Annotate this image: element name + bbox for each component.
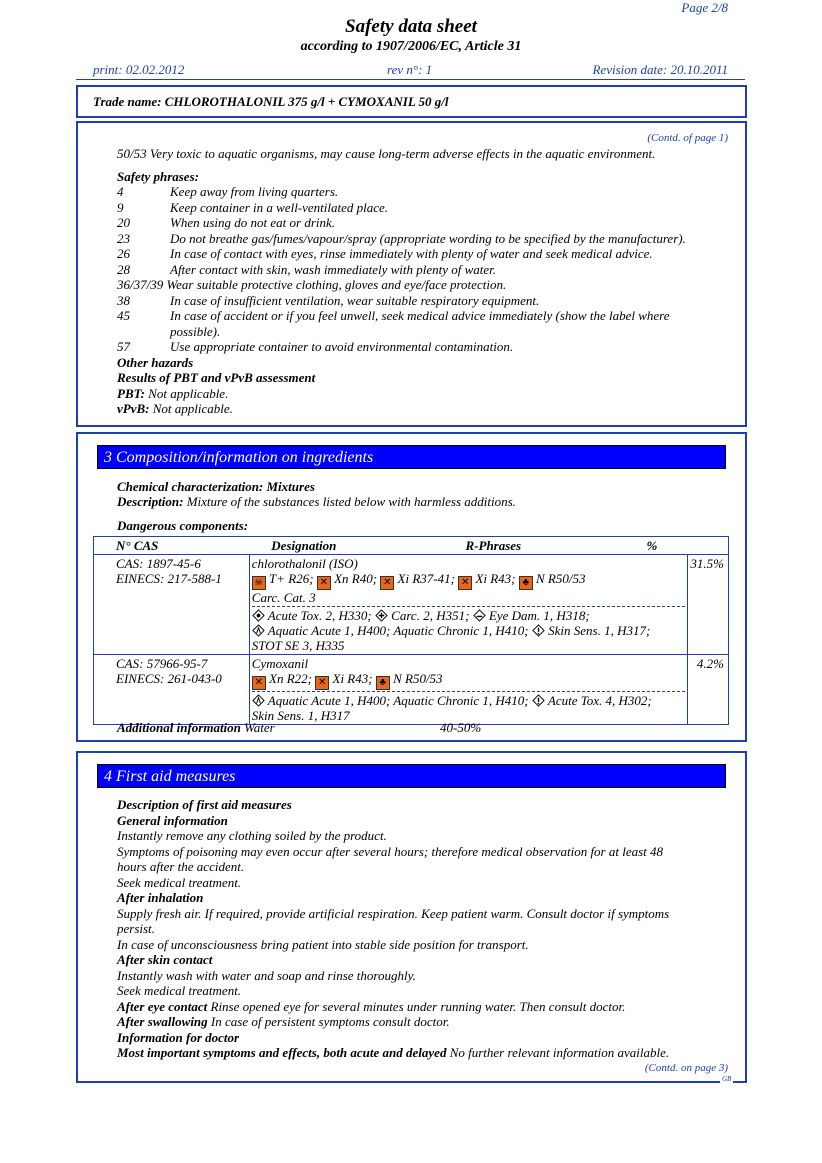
section4-header: 4 First aid measures [97, 764, 726, 788]
environment-tree-icon: ♣ [519, 576, 533, 590]
ghs-corrosion-icon [473, 609, 486, 622]
pct-cell: 4.2% [688, 655, 729, 725]
information-for-doctor-title: Information for doctor [117, 1029, 240, 1045]
contd-on: (Contd. on page 3) [644, 1062, 728, 1074]
harmful-cross-icon: ✕ [317, 576, 331, 590]
components-table [93, 536, 729, 725]
safety-phrase-38: 38 In case of insufficient ventilation, wear suitable respiratory equipment. [117, 292, 540, 308]
table-row [94, 655, 729, 725]
after-swallowing: After swallowing In case of persistent symptoms consult doctor. [117, 1014, 450, 1029]
other-hazards-title: Other hazards [117, 354, 194, 370]
col-cas: N° CAS [94, 537, 250, 555]
revision-date: Revision date: 20.10.2011 [592, 62, 728, 77]
symptoms-line: Most important symptoms and effects, both acute and delayed No further relevant information available. [117, 1045, 670, 1060]
irritant-cross-icon: ✕ [315, 676, 329, 690]
print-date: print: 02.02.2012 [93, 62, 185, 77]
col-rphrases: R-Phrases [465, 538, 522, 553]
ghs-exclamation-icon [532, 624, 545, 637]
general-information-title: General information [117, 812, 228, 828]
safety-phrase-list [117, 184, 686, 417]
irritant-cross-icon: ✕ [458, 576, 472, 590]
safety-phrase-45-cont: possible). [170, 323, 221, 339]
skin-line: Instantly wash with water and soap and rinse thoroughly. [117, 967, 416, 983]
safety-phrase: 9 Keep container in a well-ventilated place. [117, 199, 389, 215]
irritant-cross-icon: ✕ [380, 576, 394, 590]
inhalation-line: persist. [117, 921, 155, 936]
designation-cell: chlorothalonil (ISO) ☠ T+ R26; ✕ Xn R40; ✕ Xi R37-41; ✕ Xi R43; ♣ N R50/53 Carc. Cat. 3 Acute Tox. 2, H330; Carc. 2, H351; Eye Dam. 1, H318; Aquatic Acute 1, H400; Aquatic Chronic 1, H410; Skin Sens. 1, H317; STOT SE 3, H335 [249, 555, 688, 655]
section4-body [117, 797, 729, 1061]
pct-cell: 31.5% [688, 555, 729, 655]
col-designation-rphrases: Designation R-Phrases % [249, 537, 728, 555]
contd-from: (Contd. of page 1) [647, 132, 728, 144]
inhalation-line: Supply fresh air. If required, provide artificial respiration. Keep patient warm. Consult doctor if symptoms [117, 905, 670, 921]
table-header-row [94, 537, 729, 555]
ghs-skull-icon [252, 609, 265, 622]
col-pct: % [646, 538, 658, 553]
ghs-exclamation-icon [532, 694, 545, 707]
after-eye-contact: After eye contact Rinse opened eye for several minutes under running water. Then consult doctor. [117, 998, 626, 1014]
safety-phrases-title: Safety phrases: [117, 169, 199, 184]
toxic-skull-icon: ☠ [252, 576, 266, 590]
safety-phrase-45: 45 In case of accident or if you feel unwell, seek medical advice immediately (show the label where [117, 308, 670, 323]
after-skin-contact-title: After skin contact [117, 952, 213, 967]
cas-cell: CAS: 1897-45-6 EINECS: 217-588-1 [94, 555, 250, 655]
general-line: Symptoms of poisoning may even occur after several hours; therefore medical observation for at least 48 [117, 843, 664, 859]
ghs-environment-icon [252, 694, 265, 707]
pbt-line: PBT: Not applicable. [117, 385, 229, 401]
document-subtitle: according to 1907/2006/EC, Article 31 [300, 39, 522, 54]
environment-tree-icon: ♣ [376, 676, 390, 690]
additional-pct: 40-50% [440, 720, 482, 735]
harmful-cross-icon: ✕ [252, 676, 266, 690]
revision-number: rev n°: 1 [387, 62, 433, 77]
document-title: Safety data sheet [345, 16, 477, 37]
safety-phrase-36: 36/37/39 Wear suitable protective clothing, gloves and eye/face protection. [117, 277, 507, 292]
chemical-characterization: Chemical characterization: Mixtures [117, 479, 315, 494]
table-row [94, 555, 729, 655]
after-inhalation-title: After inhalation [117, 890, 204, 905]
vpvb-line: vPvB: Not applicable. [117, 401, 233, 416]
safety-phrase: 4 Keep away from living quarters. [117, 184, 339, 199]
safety-phrase: 20 When using do not eat or drink. [117, 215, 336, 230]
description-title: Description of first aid measures [117, 797, 292, 812]
skin-line: Seek medical treatment. [117, 983, 242, 998]
safety-phrase: 28 After contact with skin, wash immediately with plenty of water. [117, 261, 497, 277]
general-line: hours after the accident. [117, 859, 245, 874]
page-number: Page 2/8 [681, 0, 728, 15]
cas-cell: CAS: 57966-95-7 EINECS: 261-043-0 [94, 655, 250, 725]
inhalation-line: In case of unconsciousness bring patient into stable side position for transport. [117, 936, 529, 952]
description-line: Description: Mixture of the substances listed below with harmless additions. [117, 494, 516, 509]
safety-phrase-57: 57 Use appropriate container to avoid environmental contamination. [117, 339, 514, 354]
safety-phrase: 23 Do not breathe gas/fumes/vapour/spray (appropriate wording to be specified by the manufacturer). [117, 230, 686, 246]
general-line: Instantly remove any clothing soiled by the product. [117, 828, 387, 843]
language-code: GB [722, 1075, 732, 1083]
safety-phrase: 26 In case of contact with eyes, rinse immediately with plenty of water and seek medical advice. [117, 246, 653, 261]
section3-header: 3 Composition/information on ingredients [97, 445, 726, 469]
ghs-environment-icon [252, 624, 265, 637]
designation-cell: Cymoxanil ✕ Xn R22; ✕ Xi R43; ♣ N R50/53 Aquatic Acute 1, H400; Aquatic Chronic 1, H410; Acute Tox. 4, H302; Skin Sens. 1, H317 [249, 655, 688, 725]
dangerous-components-title: Dangerous components: [117, 518, 249, 533]
ghs-health-hazard-icon [375, 609, 388, 622]
pbt-assessment-title: Results of PBT and vPvB assessment [117, 370, 316, 385]
additional-information: Additional information Water [117, 720, 275, 735]
general-line: Seek medical treatment. [117, 874, 242, 890]
trade-name-box [76, 85, 747, 118]
trade-name: Trade name: CHLOROTHALONIL 375 g/l + CYMOXANIL 50 g/l [93, 94, 449, 109]
header-rule [76, 79, 745, 80]
risk-phrase: 50/53 Very toxic to aquatic organisms, may cause long-term adverse effects in the aquatic environment. [117, 146, 656, 161]
